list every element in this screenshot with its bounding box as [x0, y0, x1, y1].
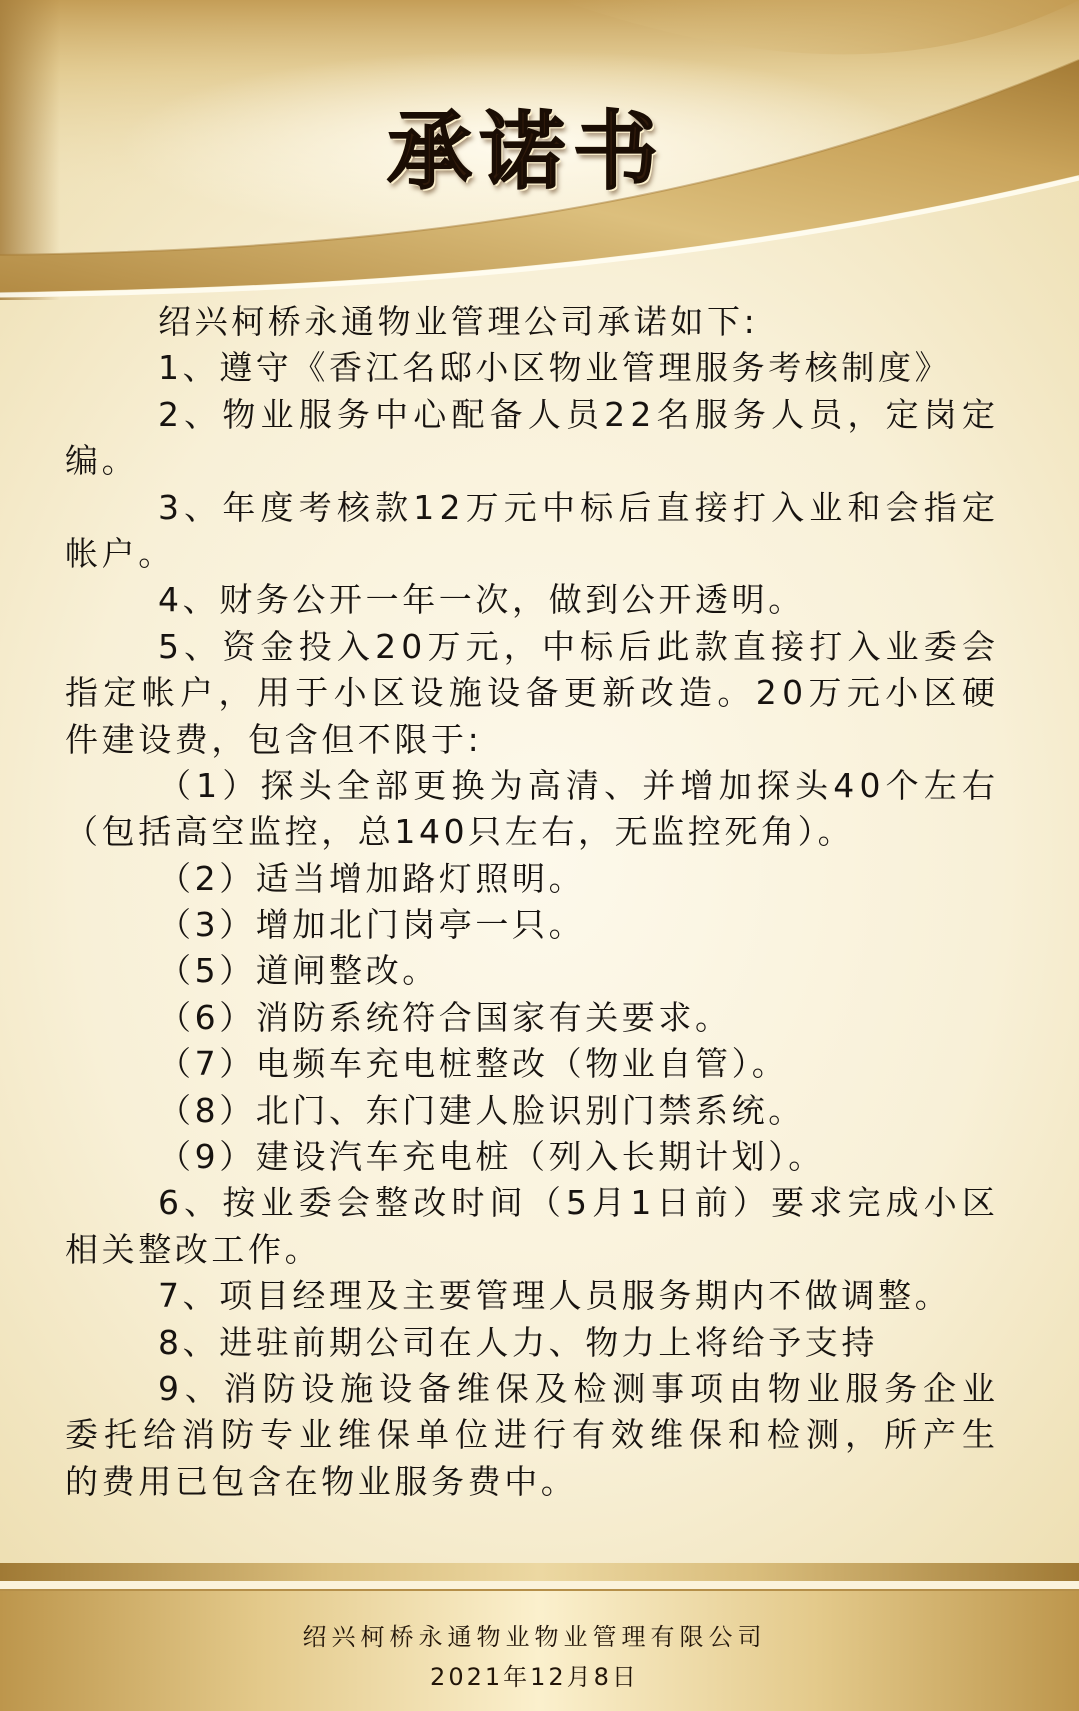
intro-paragraph — [65, 299, 995, 345]
footer-company-name: 绍兴柯桥永通物业物业管理有限公司 — [302, 1623, 767, 1651]
text-line: 的费用已包含在物业服务费中。 — [65, 1461, 578, 1501]
text-line: 3、年度考核款12万元中标后直接打入业和会指定 — [158, 487, 1001, 527]
text-line: 绍兴柯桥永通物业管理公司承诺如下: — [158, 302, 759, 341]
sub-item-3 — [65, 902, 995, 948]
commitment-item-6 — [65, 1180, 1001, 1273]
sub-item-6 — [65, 995, 995, 1041]
sub-item-9 — [65, 1134, 995, 1180]
commitment-item-8 — [65, 1320, 995, 1366]
text-line: 相关整改工作。 — [65, 1229, 322, 1269]
text-line: （5）道闸整改。 — [158, 951, 439, 991]
sub-item-8 — [65, 1088, 995, 1134]
text-line: （8）北门、东门建人脸识别门禁系统。 — [158, 1090, 805, 1130]
text-line: 4、财务公开一年一次，做到公开透明。 — [158, 580, 805, 620]
text-line: （9）建设汽车充电桩（列入长期计划）。 — [158, 1137, 825, 1177]
text-line: 帐户。 — [65, 533, 175, 573]
page-title: 承诺书 — [387, 103, 667, 202]
commitment-item-3 — [65, 485, 1001, 578]
text-line: （6）消防系统符合国家有关要求。 — [158, 997, 732, 1037]
footer-date: 2021年12月8日 — [430, 1663, 639, 1691]
text-line: （包括高空监控，总140只左右，无监控死角）。 — [65, 812, 855, 852]
text-line: （3）增加北门岗亭一只。 — [158, 905, 586, 945]
sub-item-2 — [65, 856, 995, 902]
sub-item-5 — [65, 948, 995, 994]
text-line: （7）电频车充电桩整改（物业自管）。 — [158, 1044, 789, 1084]
text-line: 6、按业委会整改时间（5月1日前）要求完成小区 — [158, 1183, 1001, 1223]
text-line: 1、遵守《香江名邸小区物业管理服务考核制度》 — [158, 348, 952, 388]
text-line: 件建设费，包含但不限于: — [65, 719, 483, 759]
sub-item-7 — [65, 1041, 995, 1087]
text-line: 委托给消防专业维保单位进行有效维保和检测，所产生 — [65, 1415, 1001, 1455]
commitment-item-4 — [65, 577, 995, 623]
text-line: 9、消防设施设备维保及检测事项由物业服务企业 — [158, 1368, 1001, 1408]
commitment-item-5 — [65, 624, 1001, 763]
commitment-item-9 — [65, 1366, 1001, 1505]
text-line: 编。 — [65, 441, 139, 481]
text-line: 8、进驻前期公司在人力、物力上将给予支持 — [158, 1322, 878, 1362]
sub-item-1 — [65, 763, 1001, 856]
text-line: 指定帐户，用于小区设施设备更新改造。20万元小区硬 — [65, 673, 1001, 713]
commitment-item-7 — [65, 1273, 995, 1319]
text-line: 5、资金投入20万元，中标后此款直接打入业委会 — [158, 626, 1001, 666]
bottom-gold-stripe — [0, 1563, 1079, 1581]
commitment-item-2 — [65, 392, 1001, 485]
text-line: 7、项目经理及主要管理人员服务期内不做调整。 — [158, 1276, 952, 1316]
bottom-light-stripe — [0, 1581, 1079, 1589]
text-line: （1）探头全部更换为高清、并增加探头40个左右 — [158, 765, 1001, 805]
commitment-item-1 — [65, 345, 995, 391]
text-line: （2）适当增加路灯照明。 — [158, 858, 586, 898]
text-line: 2、物业服务中心配备人员22名服务人员，定岗定 — [158, 394, 1001, 434]
commitment-body — [65, 299, 1001, 1505]
